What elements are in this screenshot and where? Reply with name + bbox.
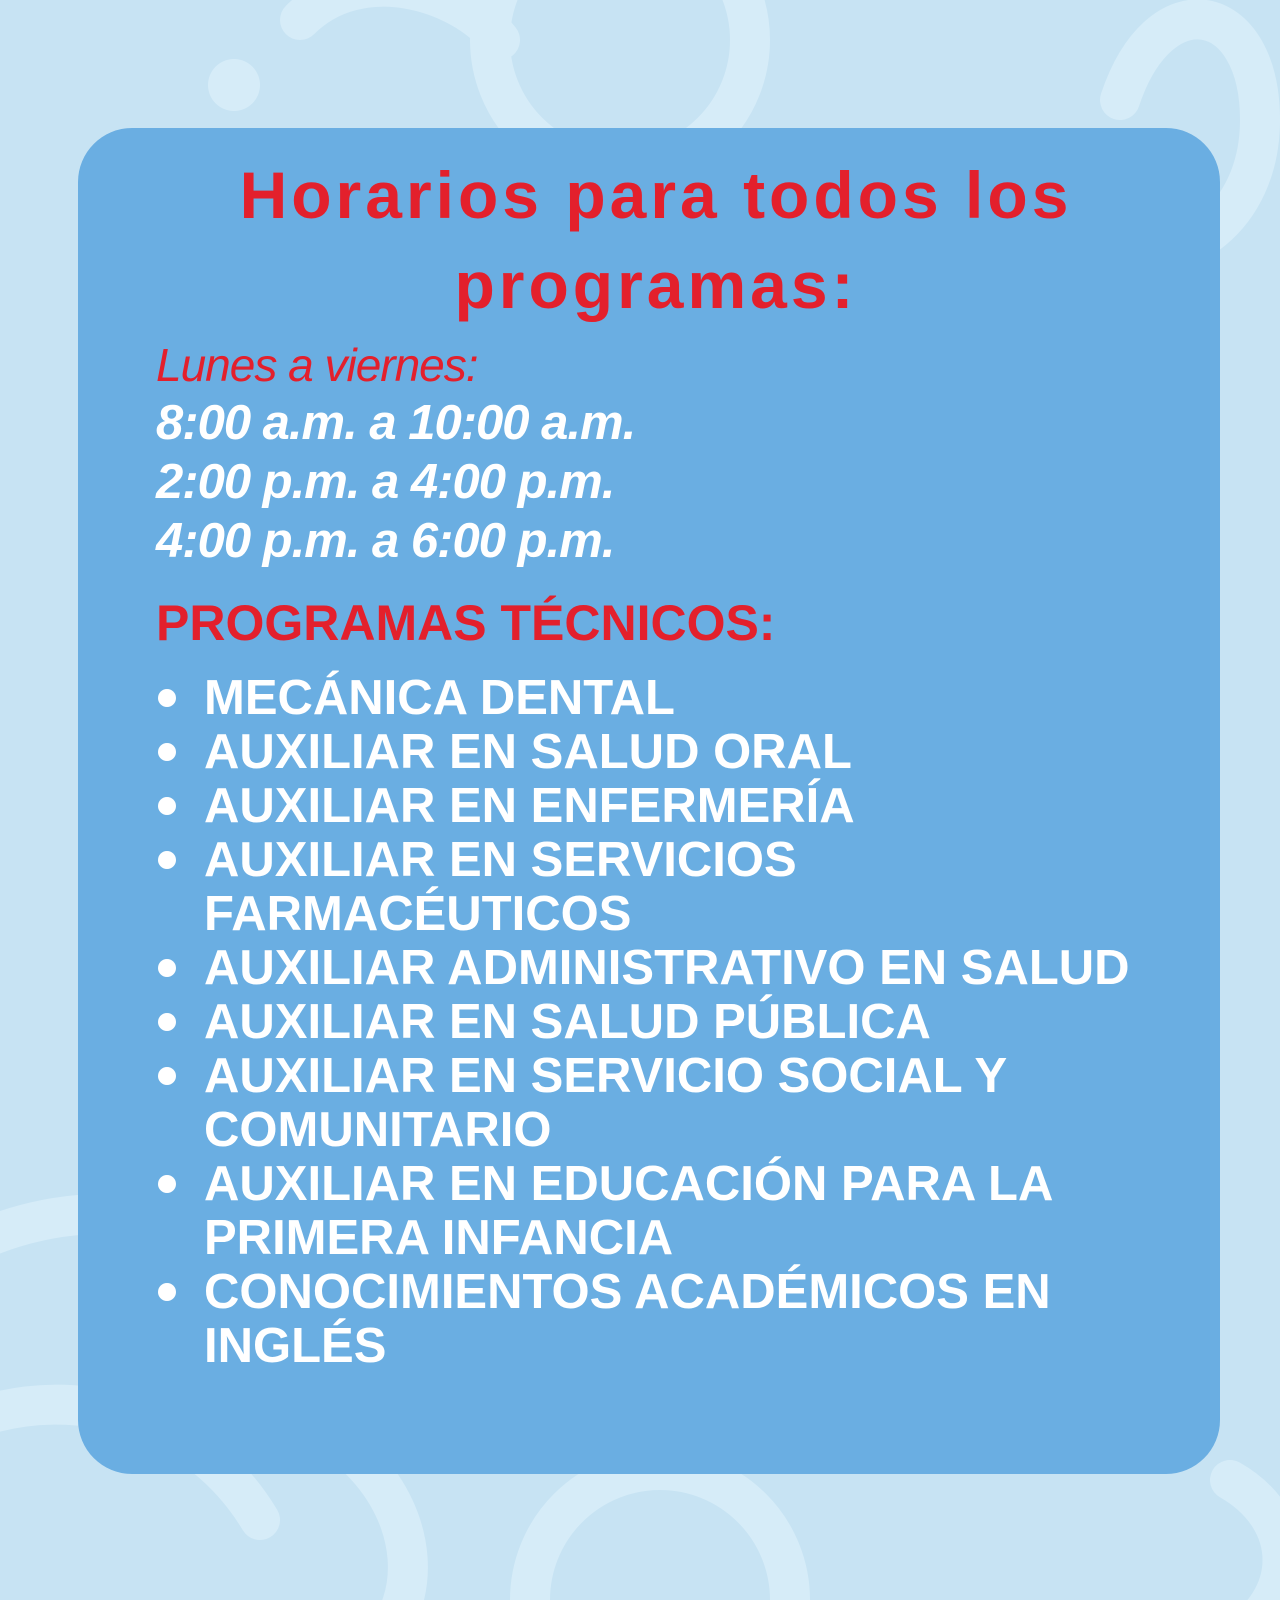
page-title <box>156 150 1156 330</box>
program-label: CONOCIMIENTOS ACADÉMICOS EN INGLÉS <box>204 1265 1051 1373</box>
bullet-icon <box>158 1283 176 1301</box>
program-label: AUXILIAR ADMINISTRATIVO EN SALUD <box>204 941 1130 995</box>
program-label: AUXILIAR EN SALUD PÚBLICA <box>204 995 931 1049</box>
title-line-2: programas: <box>454 248 858 322</box>
program-item <box>156 671 1220 725</box>
program-item <box>156 941 1220 995</box>
bullet-icon <box>158 1175 176 1193</box>
bullet-icon <box>158 689 176 707</box>
program-item <box>156 833 1220 941</box>
program-item <box>156 1049 1220 1157</box>
program-label: AUXILIAR EN EDUCACIÓN PARA LA PRIMERA INFANCIA <box>204 1157 1052 1265</box>
program-item <box>156 779 1220 833</box>
program-item <box>156 995 1220 1049</box>
program-label: AUXILIAR EN SERVICIOS FARMACÉUTICOS <box>204 833 797 941</box>
program-label: MECÁNICA DENTAL <box>204 671 675 725</box>
program-label: AUXILIAR EN SERVICIO SOCIAL Y COMUNITARIO <box>204 1049 1007 1157</box>
program-item <box>156 1265 1220 1373</box>
bullet-icon <box>158 743 176 761</box>
time-slot: 8:00 a.m. a 10:00 a.m. <box>156 396 636 450</box>
bullet-icon <box>158 797 176 815</box>
program-label: AUXILIAR EN ENFERMERÍA <box>204 779 855 833</box>
program-item <box>156 1157 1220 1265</box>
bullet-icon <box>158 851 176 869</box>
bullet-icon <box>158 959 176 977</box>
time-slot-list <box>156 394 1220 571</box>
bullet-icon <box>158 1067 176 1085</box>
program-item <box>156 725 1220 779</box>
time-slot: 2:00 p.m. a 4:00 p.m. <box>156 455 615 509</box>
title-line-1: Horarios para todos los <box>239 158 1073 232</box>
program-list <box>156 671 1220 1373</box>
schedule-days: Lunes a viernes: <box>156 339 478 391</box>
time-slot: 4:00 p.m. a 6:00 p.m. <box>156 514 615 568</box>
programs-heading: PROGRAMAS TÉCNICOS: <box>156 595 776 651</box>
program-label: AUXILIAR EN SALUD ORAL <box>204 725 852 779</box>
info-card <box>78 128 1220 1474</box>
bullet-icon <box>158 1013 176 1031</box>
